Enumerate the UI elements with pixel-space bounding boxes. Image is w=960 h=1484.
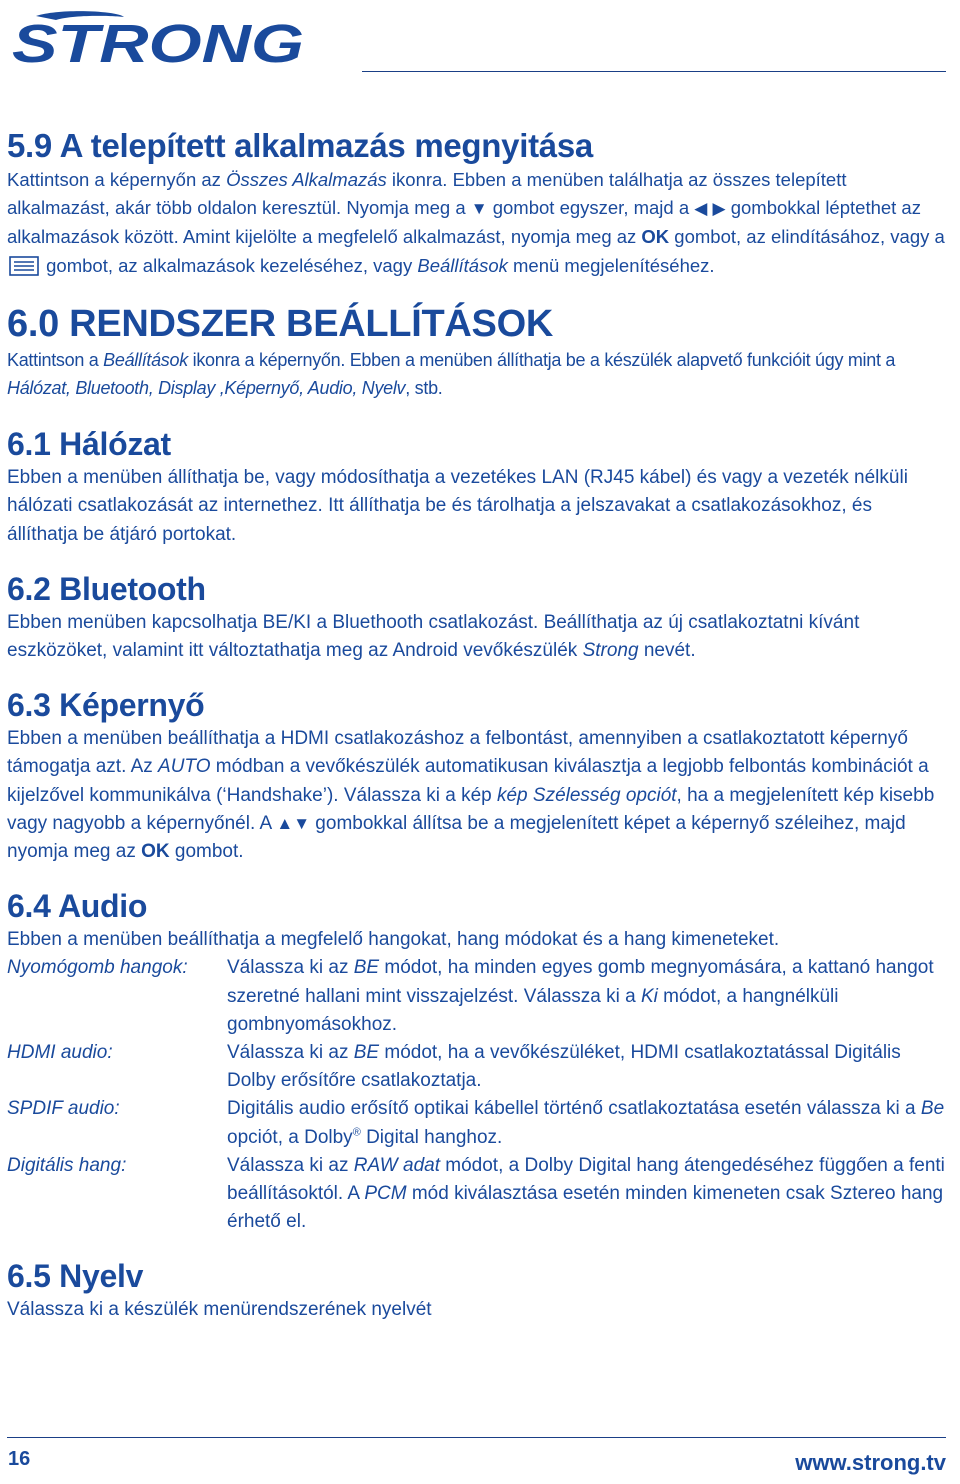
paragraph: Válassza ki a készülék menürendszerének nyelvét: [7, 1299, 432, 1321]
paragraph: Ebben a menüben beállíthatja a megfelelő hangokat, hang módokat és a hang kimeneteket.: [7, 929, 780, 951]
paragraph: Kattintson a képernyőn az Összes Alkalmazás ikonra. Ebben a menüben találhatja az összes telepített alkalmazást, akár több oldalon keresztül. Nyomja meg a ▼ gombot egyszer, majd a ◀ ▶ gombokkal léptethet az alkalmazások között. Amint kijelölte a megfelelő alkalmazást, nyomja meg az OK gombot, az elindításához, vagy a gombot, az alkalmazások kezeléséhez, vagy Beállítások menü megjelenítéséhez.: [7, 169, 945, 276]
paragraph: Ebben menüben kapcsolhatja BE/KI a Bluethooth csatlakozást. Beállíthatja az új csatlakoztatni kívánt eszközöket, valamint itt változtathatja meg az Android vevőkészülék Strong nevét.: [7, 611, 860, 662]
section-6-5: [7, 1256, 947, 1324]
definition-term: HDMI audio:: [7, 1042, 113, 1064]
section-6-0: [7, 302, 947, 402]
footer-divider: [7, 1437, 946, 1438]
definition-text: Válassza ki az BE módot, ha minden egyes gomb megnyomására, a kattanó hangot szeretné hallani mint visszajelzést. Válassza ki a Ki módot, a hangnélküli gombnyomásokhoz.: [227, 957, 934, 1035]
left-arrow-icon: ◀: [694, 199, 708, 219]
paragraph: Ebben a menüben állíthatja be, vagy módosíthatja a vezetékes LAN (RJ45 kábel) és vagy a vezeték nélküli hálózati csatlakozását az internethez. Itt állíthatja be és tárolhatja a jelszavakat a csatlakozásokhoz, és állíthatja be átjáró portokat.: [7, 467, 908, 545]
header-divider: [362, 71, 946, 72]
section-heading: 6.2 Bluetooth: [7, 570, 206, 607]
paragraph: Ebben a menüben beállíthatja a HDMI csatlakozáshoz a felbontást, amennyiben a csatlakoztatott képernyő támogatja azt. Az AUTO módban a vevőkészülék automatikusan kiválasztja a legjobb felbontás kombinációt a kijelzővel kommunikálva (‘Handshake’). Válassza ki a kép kép Szélesség opciót, ha a megjelenített kép kisebb vagy nagyobb a képernyőnél. A ▲▼ gombokkal állítsa be a megjelenített képet a képernyő széleihez, majd nyomja meg az OK gombot.: [7, 728, 935, 863]
definition-term: SPDIF audio:: [7, 1098, 120, 1120]
section-heading: 5.9 A telepített alkalmazás megnyitása: [7, 127, 593, 164]
definition-text: Válassza ki az BE módot, ha a vevőkészüléket, HDMI csatlakoztatással Digitális Dolby erősítőre csatlakoztatja.: [227, 1042, 901, 1092]
definition-row: [7, 954, 947, 1039]
section-6-1: [7, 424, 947, 549]
chapter-heading: 6.0 RENDSZER BEÁLLÍTÁSOK: [7, 302, 553, 345]
section-6-2: [7, 569, 947, 665]
definition-text: Válassza ki az RAW adat módot, a Dolby Digital hang átengedéséhez függően a fenti beállításoktól. A PCM mód kiválasztása esetén minden kimeneten csak Sztereo hang érhető el.: [227, 1154, 945, 1233]
document-body: [7, 126, 947, 1325]
website-link[interactable]: www.strong.tv: [795, 1450, 946, 1475]
definition-text: Digitális audio erősítő optikai kábellel történő csatlakoztatása esetén válassza ki a Be opciót, a Dolby® Digital hanghoz.: [227, 1098, 945, 1148]
section-heading: 6.1 Hálózat: [7, 426, 171, 463]
strong-logo: [6, 8, 310, 70]
up-down-arrows-icon: ▲▼: [276, 813, 311, 833]
section-6-4: [7, 886, 947, 1236]
page-number: 16: [8, 1448, 31, 1470]
section-heading: 6.3 Képernyő: [7, 687, 205, 724]
section-6-3: [7, 685, 947, 866]
definition-term: Digitális hang:: [7, 1154, 127, 1176]
section-heading: 6.5 Nyelv: [7, 1258, 144, 1295]
menu-button-icon: [9, 256, 39, 276]
down-arrow-icon: ▼: [470, 199, 488, 219]
definition-row: [7, 1152, 947, 1237]
definition-term: Nyomógomb hangok:: [7, 957, 188, 979]
logo-wordmark: STRONG: [12, 14, 304, 70]
definition-row: [7, 1039, 947, 1095]
paragraph: Kattintson a Beállítások ikonra a képernyőn. Ebben a menüben állíthatja be a készülék alapvető funkcióit úgy mint a Hálózat, Bluetooth, Display ,Képernyő, Audio, Nyelv, stb.: [7, 349, 896, 399]
section-5-9: [7, 126, 947, 280]
definition-row: [7, 1095, 947, 1151]
section-heading: 6.4 Audio: [7, 888, 148, 925]
right-arrow-icon: ▶: [712, 199, 726, 219]
